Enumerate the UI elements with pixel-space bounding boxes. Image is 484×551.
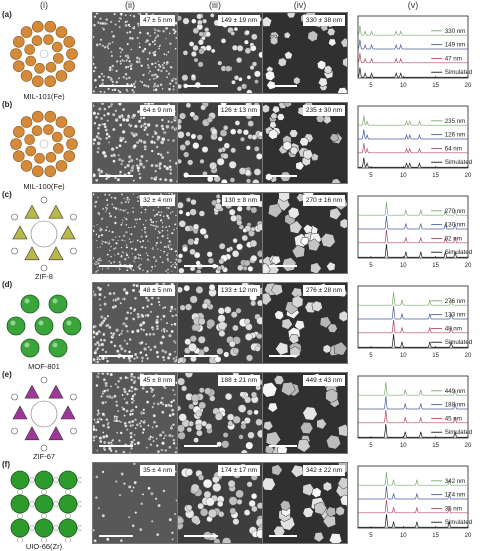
column-header-ii: (ii): [125, 0, 135, 10]
legend-label: 45 nm: [444, 415, 462, 423]
legend-label: 235 nm: [444, 117, 466, 125]
column-header-iii: (iii): [209, 0, 221, 10]
scale-bar: [99, 355, 133, 357]
particle-size-label: 188 ± 21 nm: [218, 375, 260, 386]
particle-size-label: 48 ± 5 nm: [140, 285, 175, 296]
structure-model: [6, 106, 82, 182]
xrd-plot: [354, 192, 472, 270]
legend-label: 47 nm: [444, 55, 462, 63]
sem-image: [92, 372, 178, 454]
sem-image: [92, 462, 178, 544]
x-tick-label: 20: [464, 353, 472, 359]
x-tick-label: 20: [464, 263, 472, 269]
xrd-plot: [354, 102, 472, 180]
particle-size-label: 342 ± 22 nm: [303, 465, 345, 476]
sem-image: [92, 102, 178, 184]
xrd-plot: [354, 372, 472, 450]
legend-label: 64 nm: [444, 145, 462, 153]
x-tick-label: 15: [432, 353, 439, 359]
x-tick-label: 5: [369, 533, 373, 539]
legend-label: 126 nm: [444, 131, 466, 139]
sem-image: [262, 282, 348, 364]
x-tick-label: 15: [432, 83, 439, 89]
x-tick-label: 15: [432, 443, 439, 449]
sem-image: [92, 282, 178, 364]
structure-illustration: [6, 376, 82, 452]
sem-image: [92, 12, 178, 94]
xrd-plot: [354, 462, 472, 540]
structure-illustration: [6, 466, 82, 542]
sem-image: [262, 372, 348, 454]
x-tick-label: 10: [399, 353, 407, 359]
particle-size-label: 32 ± 4 nm: [140, 195, 175, 206]
x-tick-label: 10: [399, 173, 407, 179]
legend-label: Simulated: [444, 519, 472, 527]
x-tick-label: 15: [432, 173, 439, 179]
x-tick-label: 5: [369, 263, 373, 269]
scale-bar: [269, 175, 297, 177]
particle-size-label: 133 ± 12 nm: [218, 285, 260, 296]
legend-label: 149 nm: [444, 41, 466, 49]
x-tick-label: 10: [399, 533, 407, 539]
particle-size-label: 276 ± 28 nm: [303, 285, 345, 296]
row-label: (c): [2, 190, 12, 199]
xrd-pattern: [354, 192, 472, 270]
scale-bar: [269, 85, 297, 87]
structure-model: [6, 286, 82, 362]
scale-bar: [99, 265, 133, 267]
legend-label: 342 nm: [444, 477, 466, 485]
scale-bar: [184, 445, 218, 447]
scale-bar: [269, 355, 297, 357]
particle-size-label: 47 ± 5 nm: [140, 15, 175, 26]
legend-label: Simulated: [444, 159, 472, 167]
sem-image: [262, 102, 348, 184]
structure-model: [6, 196, 82, 272]
sem-image: [177, 282, 263, 364]
column-header-i: (i): [40, 0, 48, 10]
legend-label: 449 nm: [444, 387, 466, 395]
xrd-pattern: [354, 12, 472, 90]
scale-bar: [99, 535, 133, 537]
legend-label: Simulated: [444, 339, 472, 347]
particle-size-label: 149 ± 19 nm: [218, 15, 260, 26]
x-tick-label: 20: [464, 83, 472, 89]
xrd-pattern: [354, 282, 472, 360]
material-name: UIO-66(Zr): [25, 542, 63, 551]
row-label: (a): [2, 10, 12, 19]
structure-model: [6, 16, 82, 92]
particle-size-label: 35 ± 4 nm: [140, 465, 175, 476]
x-tick-label: 20: [464, 173, 472, 179]
x-tick-label: 5: [369, 443, 373, 449]
particle-size-label: 45 ± 8 nm: [140, 375, 175, 386]
legend-label: Simulated: [444, 249, 472, 257]
legend-label: 130 nm: [444, 221, 466, 229]
legend-label: 188 nm: [444, 401, 466, 409]
xrd-pattern: [354, 372, 472, 450]
scale-bar: [184, 535, 218, 537]
scale-bar: [269, 445, 297, 447]
particle-size-label: 174 ± 17 nm: [218, 465, 260, 476]
legend-label: 330 nm: [444, 27, 466, 35]
structure-model: [6, 376, 82, 452]
x-tick-label: 10: [399, 83, 407, 89]
sem-image: [177, 102, 263, 184]
x-tick-label: 15: [432, 533, 439, 539]
row-label: (e): [2, 370, 12, 379]
scale-bar: [269, 265, 297, 267]
structure-illustration: [6, 286, 82, 362]
particle-size-label: 130 ± 8 nm: [222, 195, 260, 206]
material-name: MIL-100(Fe): [23, 182, 65, 191]
x-tick-label: 10: [399, 263, 407, 269]
legend-label: 276 nm: [444, 297, 466, 305]
xrd-plot: [354, 282, 472, 360]
particle-size-label: 64 ± 9 nm: [140, 105, 175, 116]
scale-bar: [184, 355, 218, 357]
legend-label: 35 nm: [444, 505, 462, 513]
x-tick-label: 20: [464, 443, 472, 449]
row-label: (b): [2, 100, 13, 109]
x-tick-label: 20: [464, 533, 472, 539]
x-tick-label: 5: [369, 173, 373, 179]
legend-label: 270 nm: [444, 207, 466, 215]
legend-label: Simulated: [444, 429, 472, 437]
sem-image: [177, 192, 263, 274]
particle-size-label: 270 ± 16 nm: [303, 195, 345, 206]
material-name: ZIF-8: [35, 272, 53, 281]
sem-image: [177, 462, 263, 544]
scale-bar: [184, 175, 218, 177]
x-tick-label: 10: [399, 443, 407, 449]
particle-size-label: 330 ± 38 nm: [303, 15, 345, 26]
row-label: (d): [2, 280, 13, 289]
material-name: MOF-801: [28, 362, 60, 371]
xrd-plot: [354, 12, 472, 90]
scale-bar: [184, 265, 218, 267]
legend-label: 174 nm: [444, 491, 466, 499]
scale-bar: [184, 85, 218, 87]
column-header-v: (v): [407, 0, 419, 10]
structure-illustration: [6, 196, 82, 272]
x-tick-label: 5: [369, 353, 373, 359]
scale-bar: [269, 535, 297, 537]
row-label: (f): [2, 460, 10, 469]
column-header-iv: (iv): [293, 0, 307, 10]
particle-size-label: 235 ± 30 nm: [303, 105, 345, 116]
legend-label: 48 nm: [444, 325, 462, 333]
particle-size-label: 126 ± 13 nm: [218, 105, 260, 116]
x-tick-label: 5: [369, 83, 373, 89]
sem-image: [262, 462, 348, 544]
scale-bar: [99, 175, 133, 177]
sem-image: [92, 192, 178, 274]
material-name: ZIF-67: [32, 452, 56, 461]
sem-image: [262, 12, 348, 94]
legend-label: 32 nm: [444, 235, 462, 243]
legend-label: 133 nm: [444, 311, 466, 319]
xrd-pattern: [354, 102, 472, 180]
particle-size-label: 449 ± 43 nm: [303, 375, 345, 386]
sem-image: [177, 372, 263, 454]
x-tick-label: 15: [432, 263, 439, 269]
scale-bar: [99, 445, 133, 447]
structure-illustration: [6, 106, 82, 182]
sem-image: [177, 12, 263, 94]
structure-model: [6, 466, 82, 542]
scale-bar: [99, 85, 133, 87]
xrd-pattern: [354, 462, 472, 540]
material-name: MIL-101(Fe): [23, 92, 65, 101]
structure-illustration: [6, 16, 82, 92]
legend-label: Simulated: [444, 69, 472, 77]
sem-image: [262, 192, 348, 274]
